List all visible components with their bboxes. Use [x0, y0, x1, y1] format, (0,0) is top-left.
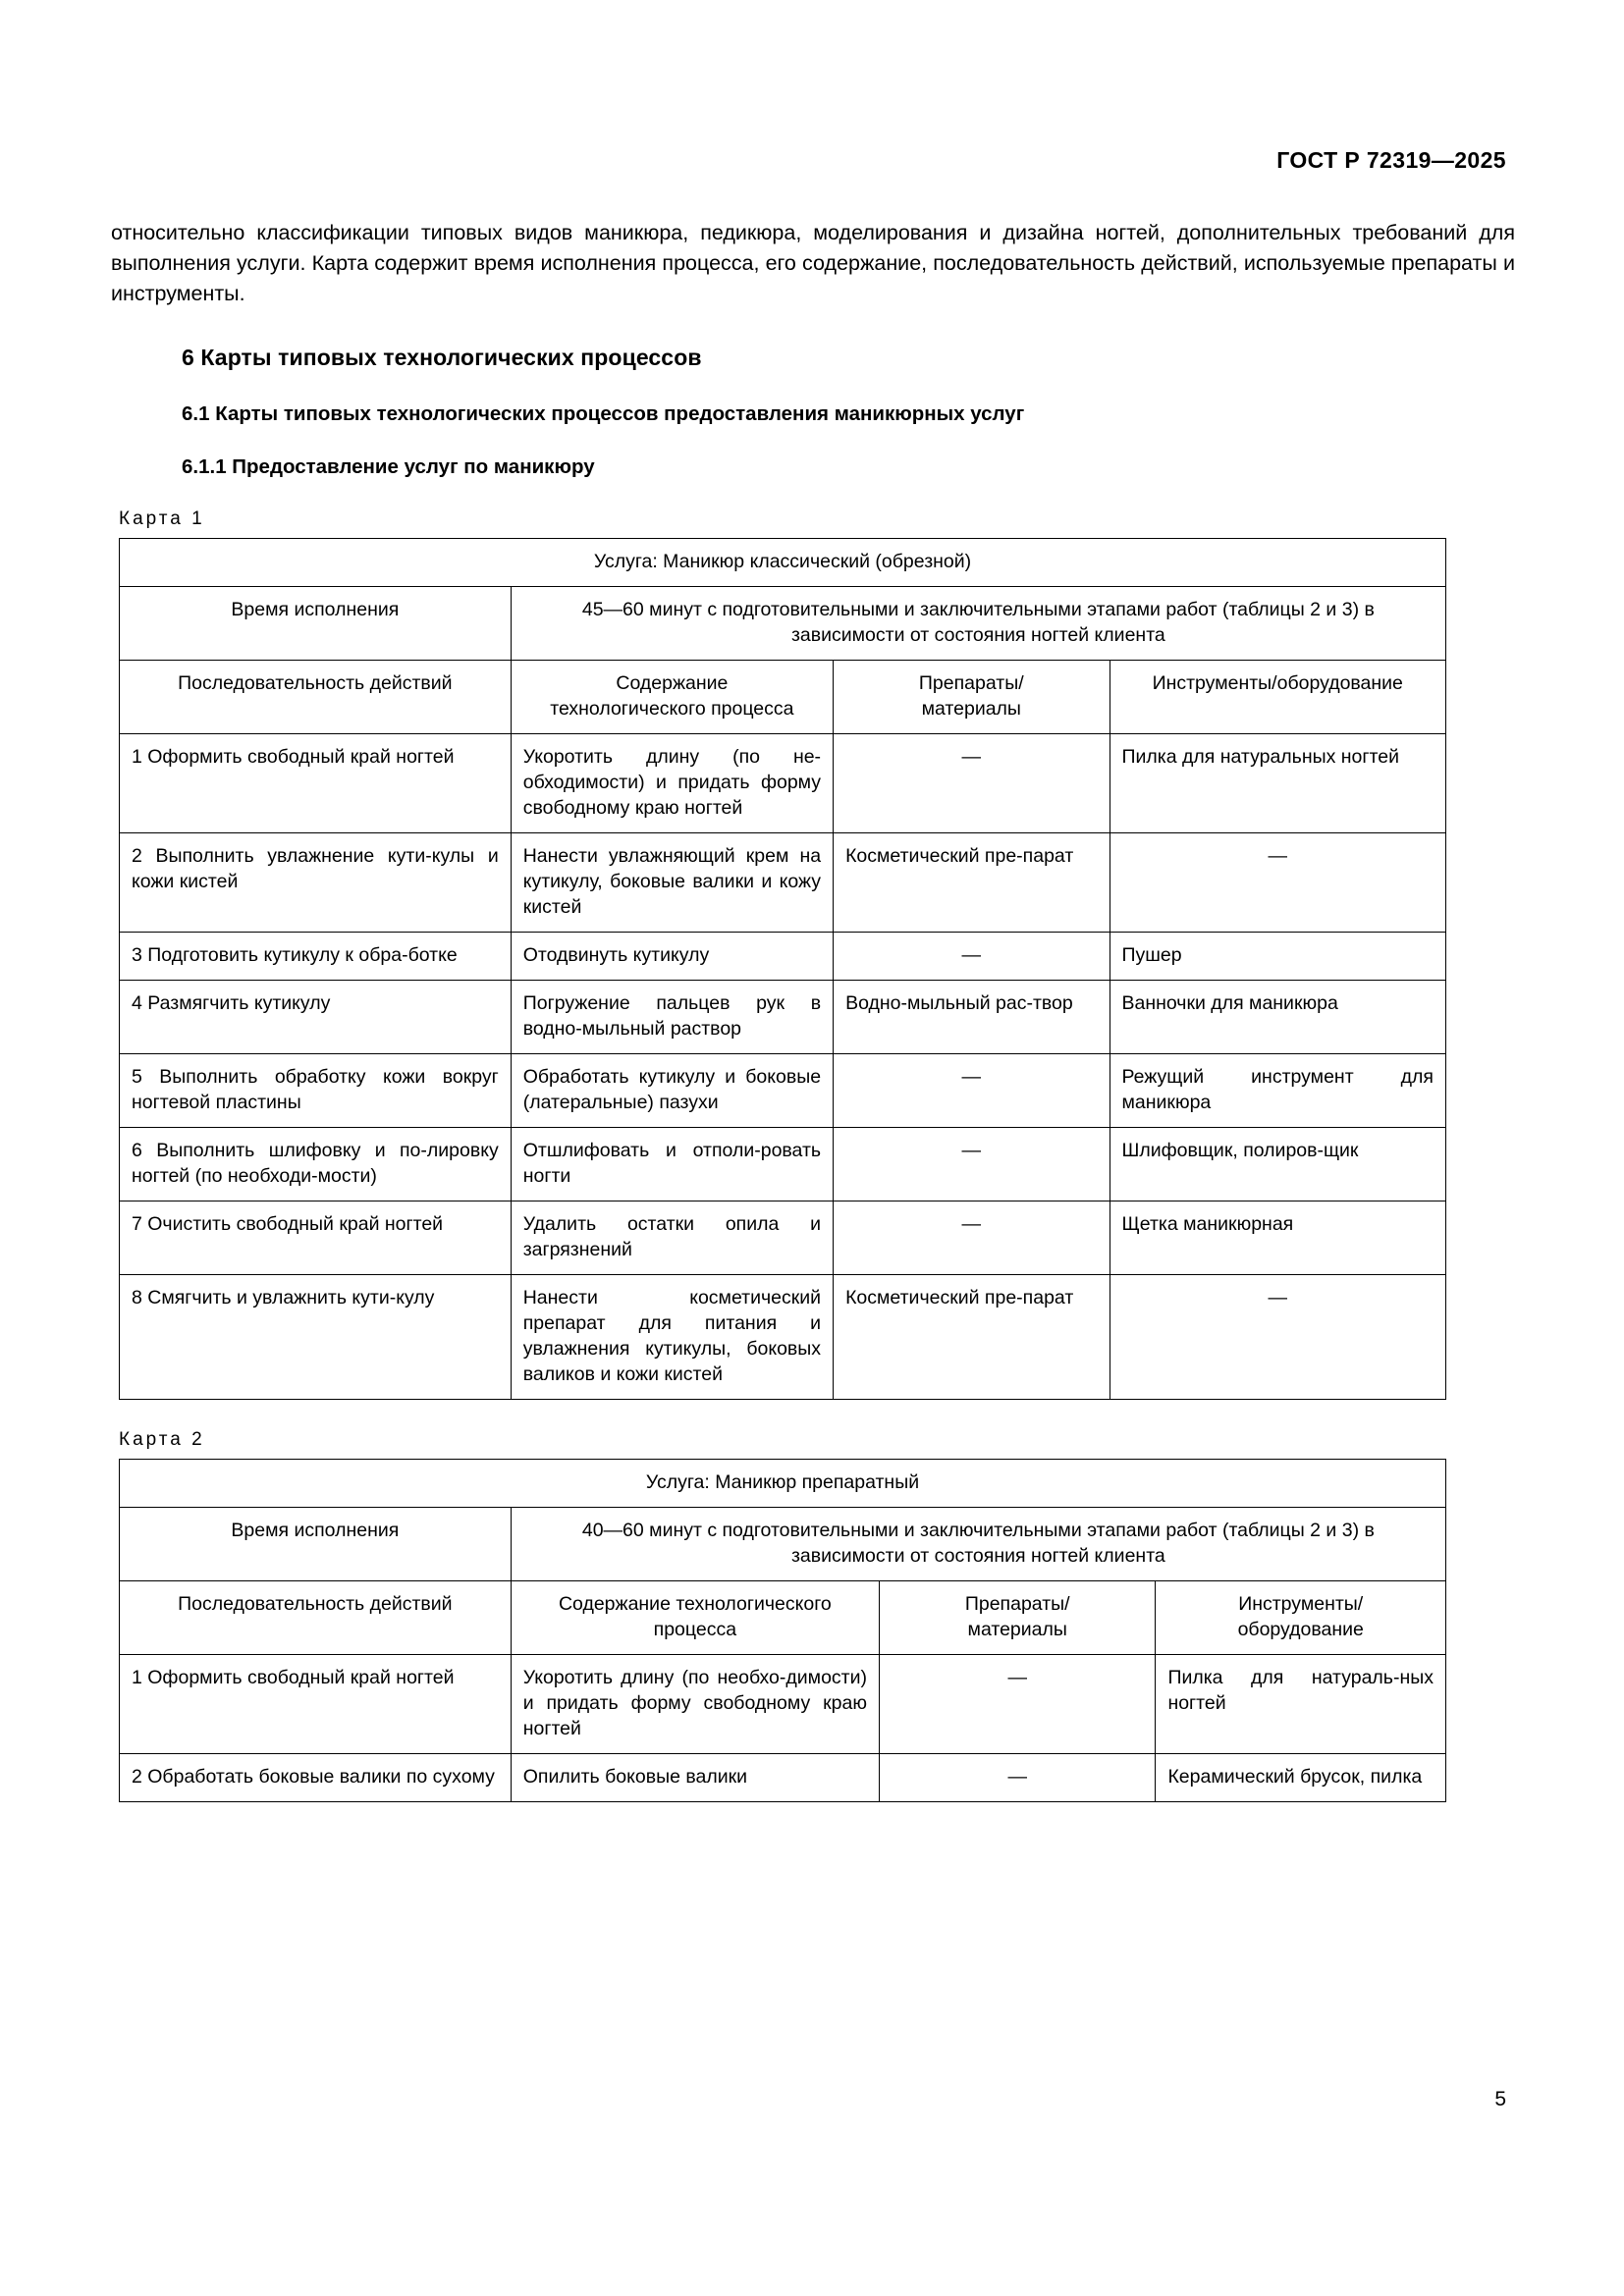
card-1-row-7-materials: Косметический пре-парат — [834, 1275, 1110, 1400]
card-1-col-head-process — [511, 661, 833, 734]
card-2-row-1-materials: — — [879, 1754, 1155, 1802]
card-2-label: Карта 2 — [119, 1429, 205, 1450]
card-1-row-3-process: Погружение пальцев рук в водно-мыльный раствор — [511, 981, 833, 1054]
table-row — [120, 933, 1446, 981]
section-heading-6: 6 Карты типовых технологических процессов — [182, 345, 702, 370]
card-1-time-label: Время исполнения — [120, 587, 512, 661]
card-1-row-6-tools: Щетка маникюрная — [1110, 1201, 1446, 1275]
card-2-time-label: Время исполнения — [120, 1508, 512, 1581]
table-row — [120, 1275, 1446, 1400]
card-2-row-0-process: Укоротить длину (по необхо-димости) и придать форму свободному краю ногтей — [511, 1655, 879, 1754]
card-2-row-1-step: 2 Обработать боковые валики по сухому — [120, 1754, 512, 1802]
card-1-row-6-materials: — — [834, 1201, 1110, 1275]
table-row — [120, 587, 1446, 661]
card-1-row-3-materials: Водно-мыльный рас-твор — [834, 981, 1110, 1054]
col-head-line-1: Препараты/ — [918, 672, 1024, 694]
col-head-line-1: Инструменты/ — [1238, 1593, 1364, 1615]
card-1-row-2-materials: — — [834, 933, 1110, 981]
card-1-row-1-materials: Косметический пре-парат — [834, 833, 1110, 933]
card-1-row-0-tools: Пилка для натуральных ногтей — [1110, 734, 1446, 833]
page-content — [111, 218, 1515, 1802]
card-1-row-6-process: Удалить остатки опила и загрязнений — [511, 1201, 833, 1275]
card-1-table — [119, 538, 1446, 1400]
table-row — [120, 1655, 1446, 1754]
card-2-col-head-process — [511, 1581, 879, 1655]
card-1-row-0-process: Укоротить длину (по не-обходимости) и придать форму свободному краю ногтей — [511, 734, 833, 833]
card-1-row-0-materials: — — [834, 734, 1110, 833]
card-1-row-2-step: 3 Подготовить кутикулу к обра-ботке — [120, 933, 512, 981]
card-2-col-head-materials — [879, 1581, 1155, 1655]
card-1-col-head-tools: Инструменты/оборудование — [1110, 661, 1446, 734]
page-number: 5 — [1494, 2088, 1506, 2110]
card-1-row-3-step: 4 Размягчить кутикулу — [120, 981, 512, 1054]
card-2-time-value: 40—60 минут с подготовительными и заключительными этапами работ (таблицы 2 и 3) в зависимости от состояния ногтей клиента — [511, 1508, 1445, 1581]
card-1-row-6-step: 7 Очистить свободный край ногтей — [120, 1201, 512, 1275]
card-1-label: Карта 1 — [119, 508, 205, 529]
card-1-row-1-tools: — — [1110, 833, 1446, 933]
col-head-line-2: процесса — [653, 1619, 737, 1640]
section-heading-6-1-1: 6.1.1 Предоставление услуг по маникюру — [182, 455, 595, 478]
table-row — [120, 833, 1446, 933]
col-head-line-1: Содержание технологического — [558, 1593, 832, 1615]
card-1-row-7-step: 8 Смягчить и увлажнить кути-кулу — [120, 1275, 512, 1400]
section-heading-6-1: 6.1 Карты типовых технологических процессов предоставления маникюрных услуг — [182, 402, 1025, 425]
card-1-col-head-materials — [834, 661, 1110, 734]
table-row — [120, 1460, 1446, 1508]
col-head-line-2: технологического процесса — [550, 698, 794, 720]
page-header: ГОСТ Р 72319—2025 — [1276, 147, 1506, 173]
table-row — [120, 1128, 1446, 1201]
card-2-row-1-tools: Керамический брусок, пилка — [1156, 1754, 1446, 1802]
card-1-row-5-step: 6 Выполнить шлифовку и по-лировку ногтей (по необходи-мости) — [120, 1128, 512, 1201]
card-1-row-0-step: 1 Оформить свободный край ногтей — [120, 734, 512, 833]
card-2-col-head-tools — [1156, 1581, 1446, 1655]
table-header-row — [120, 1581, 1446, 1655]
card-1-row-5-process: Отшлифовать и отполи-ровать ногти — [511, 1128, 833, 1201]
table-row — [120, 539, 1446, 587]
card-1-row-2-process: Отодвинуть кутикулу — [511, 933, 833, 981]
card-2-row-1-process: Опилить боковые валики — [511, 1754, 879, 1802]
intro-paragraph: относительно классификации типовых видов маникюра, педикюра, моделирования и дизайна ногтей, дополнительных требований для выполнения услуги. Карта содержит время исполнения процесса, его содержание, последовательность действий, используемые препараты и инструменты. — [111, 221, 1515, 305]
card-1-row-7-tools: — — [1110, 1275, 1446, 1400]
card-1-row-5-materials: — — [834, 1128, 1110, 1201]
card-1-time-value: 45—60 минут с подготовительными и заключительными этапами работ (таблицы 2 и 3) в зависимости от состояния ногтей клиента — [511, 587, 1445, 661]
card-2-table — [119, 1459, 1446, 1802]
card-1-row-5-tools: Шлифовщик, полиров-щик — [1110, 1128, 1446, 1201]
card-1-row-4-tools: Режущий инструмент для маникюра — [1110, 1054, 1446, 1128]
card-2-row-0-materials: — — [879, 1655, 1155, 1754]
table-row — [120, 1054, 1446, 1128]
table-row — [120, 981, 1446, 1054]
card-2-col-head-sequence: Последовательность действий — [120, 1581, 512, 1655]
card-2-title: Услуга: Маникюр препаратный — [120, 1460, 1446, 1508]
col-head-line-2: оборудование — [1237, 1619, 1364, 1640]
table-row — [120, 1201, 1446, 1275]
table-row — [120, 1508, 1446, 1581]
card-1-row-4-materials: — — [834, 1054, 1110, 1128]
card-2-row-0-tools: Пилка для натураль-ных ногтей — [1156, 1655, 1446, 1754]
card-1-row-1-step: 2 Выполнить увлажнение кути-кулы и кожи кистей — [120, 833, 512, 933]
card-1-col-head-sequence: Последовательность действий — [120, 661, 512, 734]
card-1-row-3-tools: Ванночки для маникюра — [1110, 981, 1446, 1054]
col-head-line-1: Содержание — [616, 672, 729, 694]
col-head-line-2: материалы — [921, 698, 1021, 720]
card-2-row-0-step: 1 Оформить свободный край ногтей — [120, 1655, 512, 1754]
card-1-title: Услуга: Маникюр классический (обрезной) — [120, 539, 1446, 587]
card-1-row-4-step: 5 Выполнить обработку кожи вокруг ногтевой пластины — [120, 1054, 512, 1128]
table-row — [120, 734, 1446, 833]
col-head-line-1: Препараты/ — [964, 1593, 1070, 1615]
card-1-row-2-tools: Пушер — [1110, 933, 1446, 981]
card-1-row-7-process: Нанести косметический препарат для питания и увлажнения кутикулы, боковых валиков и кожи кистей — [511, 1275, 833, 1400]
table-header-row — [120, 661, 1446, 734]
card-1-row-1-process: Нанести увлажняющий крем на кутикулу, боковые валики и кожу кистей — [511, 833, 833, 933]
table-row — [120, 1754, 1446, 1802]
col-head-line-2: материалы — [967, 1619, 1067, 1640]
card-1-row-4-process: Обработать кутикулу и боковые (латеральные) пазухи — [511, 1054, 833, 1128]
